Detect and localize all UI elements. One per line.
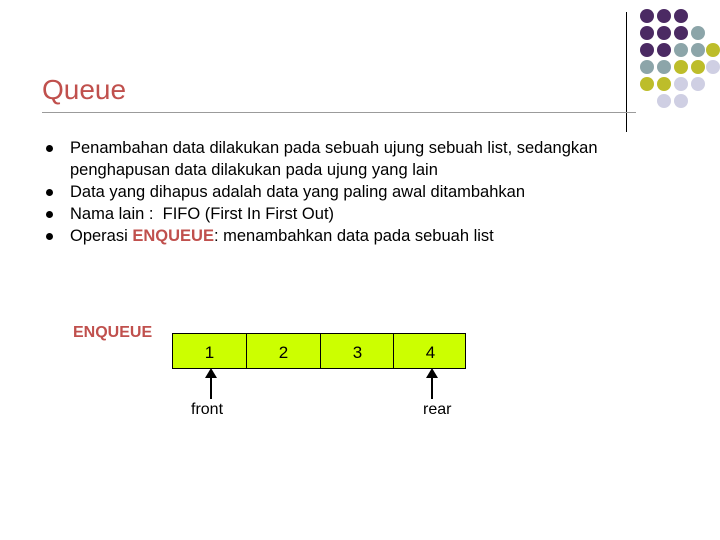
decorative-dot (706, 43, 720, 57)
decorative-dot (691, 43, 705, 57)
decorative-dot (640, 26, 654, 40)
decorative-dot (657, 94, 671, 108)
bullet-item (46, 137, 686, 181)
bullet-text: Nama lain : FIFO (First In First Out) (70, 205, 335, 223)
decorative-dot (657, 43, 671, 57)
decorative-dot (674, 43, 688, 57)
queue-cell: 2 (278, 343, 289, 362)
decorative-dot (691, 60, 705, 74)
decorative-dot (674, 26, 688, 40)
queue-cell: 4 (425, 343, 436, 362)
bullet-dot-icon (46, 145, 53, 152)
rear-label: rear (423, 401, 452, 418)
rear-arrow-icon (424, 368, 440, 400)
queue-cell: 3 (352, 343, 363, 362)
vertical-divider (626, 12, 627, 132)
bullet-text: Penambahan data dilakukan pada sebuah ujung sebuah list, sedangkan penghapusan data dilakukan pada ujung yang lain (70, 139, 598, 179)
decorative-dot (640, 43, 654, 57)
queue-box (172, 333, 466, 369)
decorative-dot (640, 9, 654, 23)
decorative-dot (640, 77, 654, 91)
decorative-dot (674, 94, 688, 108)
decorative-dot (657, 60, 671, 74)
decorative-dot (657, 9, 671, 23)
decorative-dot (691, 77, 705, 91)
title-underline (42, 112, 636, 113)
enqueue-label: ENQUEUE (73, 324, 153, 341)
bullet-item (46, 225, 686, 247)
decorative-dot (674, 77, 688, 91)
decorative-dot (674, 9, 688, 23)
decorative-dot (657, 26, 671, 40)
bullet-dot-icon (46, 211, 53, 218)
decorative-dot (674, 60, 688, 74)
bullet-text-prefix: Operasi (70, 227, 133, 245)
bullet-item (46, 203, 686, 225)
enqueue-highlight: ENQUEUE (132, 227, 214, 245)
decorative-dot (657, 77, 671, 91)
decorative-dot (706, 60, 720, 74)
bullet-text: Data yang dihapus adalah data yang paling awal ditambahkan (70, 183, 525, 201)
front-label: front (191, 401, 224, 418)
queue-cell: 1 (204, 343, 215, 362)
decorative-dot (640, 60, 654, 74)
bullet-list (46, 137, 686, 247)
decorative-dot (691, 26, 705, 40)
bullet-dot-icon (46, 233, 53, 240)
slide-title: Queue (42, 74, 127, 105)
bullet-text-suffix: : menambahkan data pada sebuah list (213, 227, 494, 245)
decorative-dot-grid (640, 9, 720, 109)
front-arrow-icon (203, 368, 219, 400)
bullet-dot-icon (46, 189, 53, 196)
bullet-item (46, 181, 686, 203)
